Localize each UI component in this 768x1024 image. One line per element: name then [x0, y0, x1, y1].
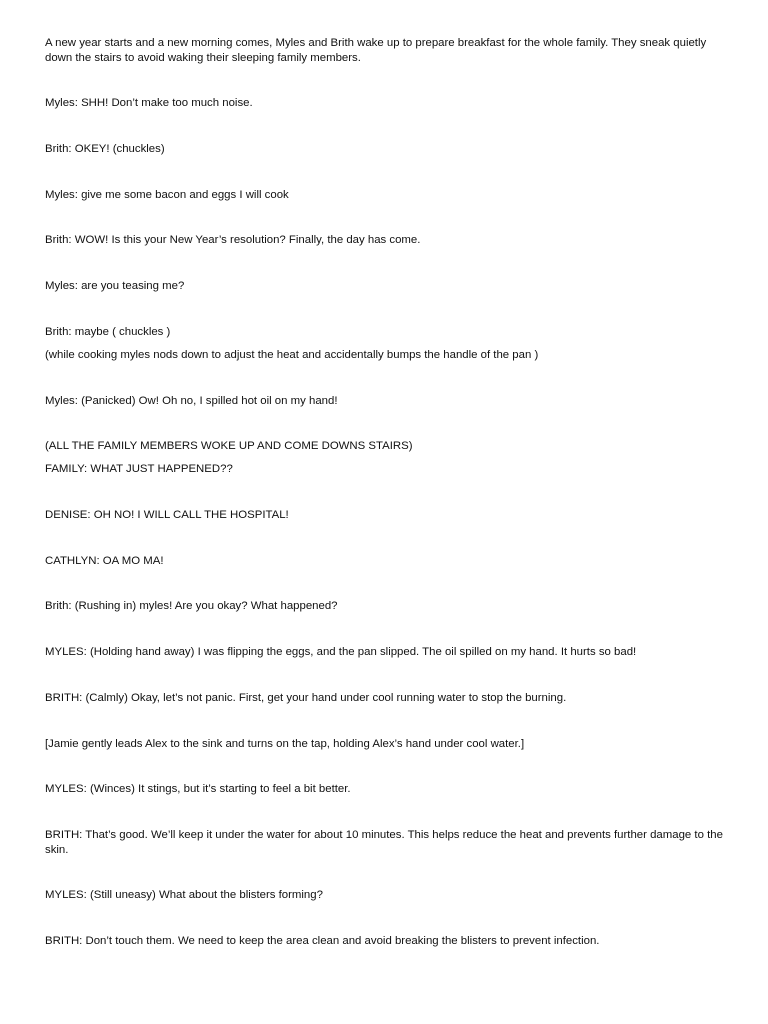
dialogue-line: Brith: WOW! Is this your New Year’s resolution? Finally, the day has come. [45, 234, 421, 246]
stage-direction: (ALL THE FAMILY MEMBERS WOKE UP AND COME DOWNS STAIRS) [45, 440, 413, 452]
dialogue-line: Brith: maybe ( chuckles ) [45, 326, 171, 338]
dialogue-line: Brith: OKEY! (chuckles) [45, 143, 165, 155]
dialogue-line: Myles: are you teasing me? [45, 280, 185, 292]
dialogue-line: Myles: SHH! Don’t make too much noise. [45, 97, 253, 109]
stage-direction: [Jamie gently leads Alex to the sink and turns on the tap, holding Alex’s hand under cool water.] [45, 738, 525, 750]
dialogue-line: MYLES: (Still uneasy) What about the blisters forming? [45, 889, 323, 901]
dialogue-line: CATHLYN: OA MO MA! [45, 555, 164, 567]
narration-paragraph: A new year starts and a new morning comes, Myles and Brith wake up to prepare breakfast for the whole family. They sneak quietly down the stairs to avoid waking their sleeping family members. [45, 37, 707, 64]
dialogue-line: FAMILY: WHAT JUST HAPPENED?? [45, 463, 233, 475]
dialogue-line: BRITH: That’s good. We’ll keep it under the water for about 10 minutes. This helps reduce the heat and prevents further damage to the skin. [45, 829, 723, 856]
stage-direction: (while cooking myles nods down to adjust the heat and accidentally bumps the handle of the pan ) [45, 349, 539, 361]
dialogue-line: MYLES: (Winces) It stings, but it’s starting to feel a bit better. [45, 783, 351, 795]
dialogue-line: DENISE: OH NO! I WILL CALL THE HOSPITAL! [45, 509, 289, 521]
dialogue-line: Myles: (Panicked) Ow! Oh no, I spilled hot oil on my hand! [45, 395, 338, 407]
dialogue-line: MYLES: (Holding hand away) I was flipping the eggs, and the pan slipped. The oil spilled on my hand. It hurts so bad! [45, 646, 637, 658]
dialogue-line: Brith: (Rushing in) myles! Are you okay? What happened? [45, 600, 338, 612]
dialogue-line: BRITH: Don’t touch them. We need to keep the area clean and avoid breaking the blisters to prevent infection. [45, 935, 600, 947]
dialogue-line: BRITH: (Calmly) Okay, let’s not panic. First, get your hand under cool running water to stop the burning. [45, 692, 567, 704]
dialogue-line: Myles: give me some bacon and eggs I will cook [45, 189, 289, 201]
